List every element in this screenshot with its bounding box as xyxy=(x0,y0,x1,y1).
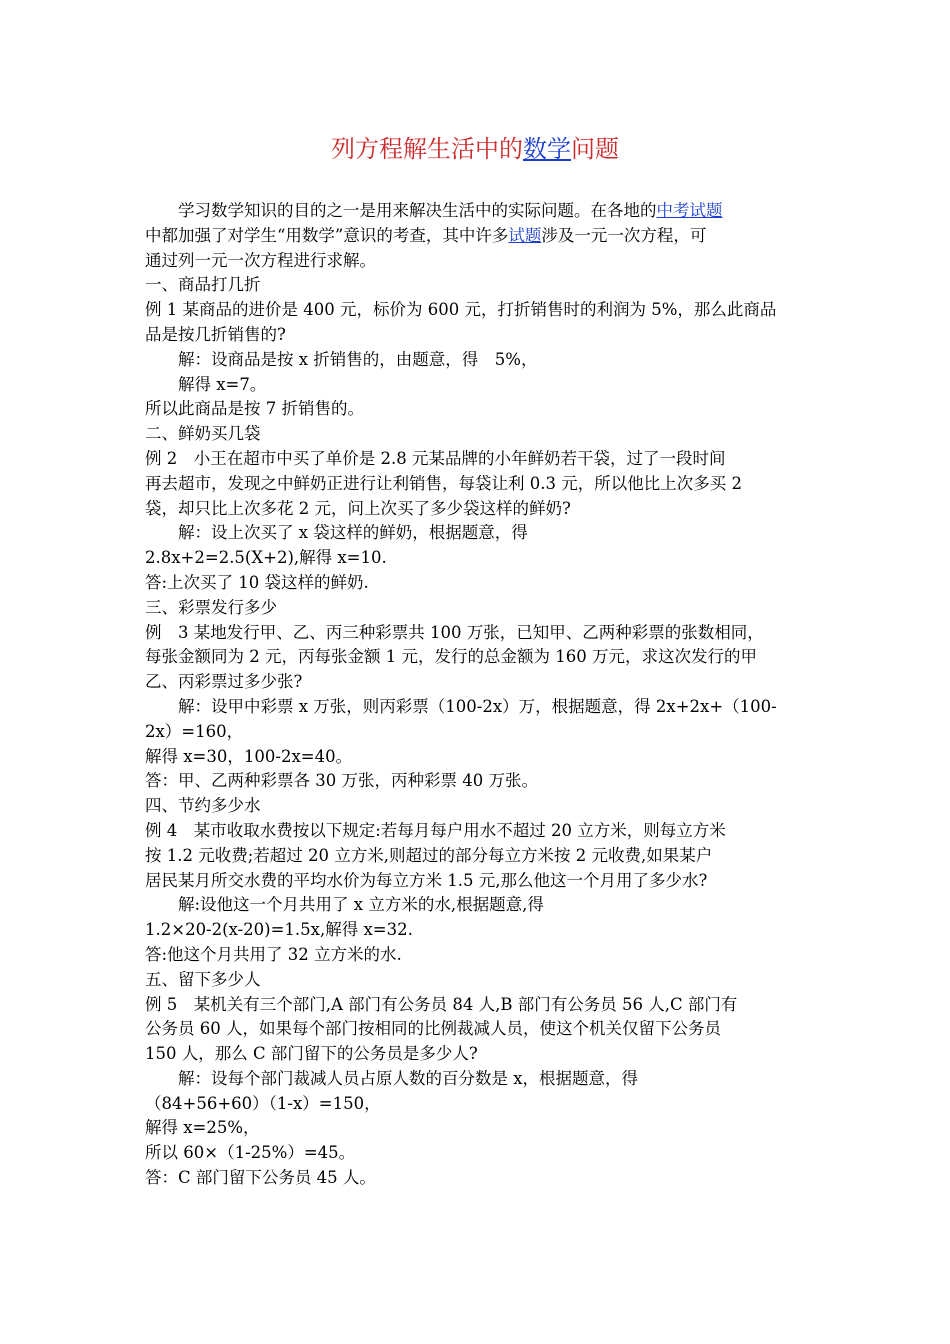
answer-line: 答：C 部门留下公务员 45 人。 xyxy=(145,1168,376,1188)
question-line: 例 4 某市收取水费按以下规定:若每月每户用水不超过 20 立方米，则每立方米 xyxy=(145,820,726,840)
link-exam-questions[interactable]: 中考试题 xyxy=(656,201,723,220)
answer-line: 解：设每个部门裁减人员占原人数的百分数是 x，根据题意，得 xyxy=(178,1068,639,1088)
answer-line: 1.2×20-2(x-20)=1.5x,解得 x=32. xyxy=(145,920,413,940)
answer-line: 答:上次买了 10 袋这样的鲜奶. xyxy=(145,572,369,592)
intro-line-3: 通过列一元一次方程进行求解。 xyxy=(145,250,376,270)
question-line: 每张金额同为 2 元，丙每张金额 1 元，发行的总金额为 160 万元，求这次发行的甲 xyxy=(145,647,757,667)
article-body xyxy=(145,199,810,1191)
title-suffix: 问题 xyxy=(571,135,619,163)
intro-line-2 xyxy=(145,224,810,249)
section-heading: 四、节约多少水 xyxy=(145,796,261,816)
section-heading: 一、商品打几折 xyxy=(145,275,261,295)
answer-line: 解:设他这一个月共用了 x 立方米的水,根据题意,得 xyxy=(178,895,544,915)
answer-line: 2x）=160， xyxy=(145,721,244,741)
question-line: 品是按几折销售的? xyxy=(145,324,286,344)
question-line: 乙、丙彩票过多少张? xyxy=(145,672,303,692)
answer-line: 答:他这个月共用了 32 立方米的水. xyxy=(145,944,402,964)
question-line: 例 1 某商品的进价是 400 元，标价为 600 元，打折销售时的利润为 5%，那么此商品 xyxy=(145,300,777,320)
answer-line: 所以 60×（1-25%）=45。 xyxy=(145,1143,356,1163)
answer-line: 解得 x=30，100-2x=40。 xyxy=(145,746,353,766)
answer-line: 所以此商品是按 7 折销售的。 xyxy=(145,399,364,419)
answer-line: 解：设甲中彩票 x 万张，则丙彩票（100-2x）万，根据题意，得 2x+2x+（100- xyxy=(178,696,777,716)
answer-line: 答：甲、乙两种彩票各 30 万张，丙种彩票 40 万张。 xyxy=(145,771,538,791)
question-line: 例 3 某地发行甲、乙、丙三种彩票共 100 万张，已知甲、乙两种彩票的张数相同， xyxy=(145,622,764,642)
question-line: 按 1.2 元收费;若超过 20 立方米,则超过的部分每立方米按 2 元收费,如果某户 xyxy=(145,845,713,865)
page-title xyxy=(0,133,950,165)
question-line: 例 2 小王在超市中买了单价是 2.8 元某品牌的小年鲜奶若干袋，过了一段时间 xyxy=(145,448,726,468)
intro-line-1 xyxy=(145,199,810,224)
link-questions[interactable]: 试题 xyxy=(508,225,542,245)
question-line: 再去超市，发现之中鲜奶正进行让利销售，每袋让利 0.3 元，所以他比上次多买 2 xyxy=(145,473,742,493)
question-line: 例 5 某机关有三个部门,A 部门有公务员 84 人,B 部门有公务员 56 人,C 部门有 xyxy=(145,994,738,1014)
answer-line: 解得 x=7。 xyxy=(178,374,267,394)
answer-line: 解：设商品是按 x 折销售的，由题意，得 5%， xyxy=(178,349,538,369)
question-line: 150 人，那么 C 部门留下的公务员是多少人? xyxy=(145,1044,478,1064)
section-heading: 二、鲜奶买几袋 xyxy=(145,424,261,444)
intro-text: 学习数学知识的目的之一是用来解决生活中的实际问题。在各地的 xyxy=(178,201,657,220)
question-line: 公务员 60 人，如果每个部门按相同的比例裁减人员，使这个机关仅留下公务员 xyxy=(145,1019,721,1039)
intro-text: 涉及一元一次方程，可 xyxy=(541,225,707,245)
question-line: 居民某月所交水费的平均水价为每立方米 1.5 元,那么他这一个月用了多少水? xyxy=(145,870,708,890)
section-heading: 三、彩票发行多少 xyxy=(145,597,277,617)
intro-text: 中都加强了对学生“用数学”意识的考查，其中许多 xyxy=(145,225,509,245)
section-heading: 五、留下多少人 xyxy=(145,969,261,989)
answer-line: 2.8x+2=2.5(X+2),解得 x=10. xyxy=(145,548,387,568)
answer-line: 解得 x=25%， xyxy=(145,1118,260,1138)
title-prefix: 列方程解生活中的 xyxy=(331,135,523,163)
answer-line: （84+56+60）（1-x）=150， xyxy=(145,1093,381,1113)
title-link-math[interactable]: 数学 xyxy=(523,135,571,163)
answer-line: 解：设上次买了 x 袋这样的鲜奶，根据题意，得 xyxy=(178,523,528,543)
question-line: 袋，却只比上次多花 2 元，问上次买了多少袋这样的鲜奶? xyxy=(145,498,571,518)
